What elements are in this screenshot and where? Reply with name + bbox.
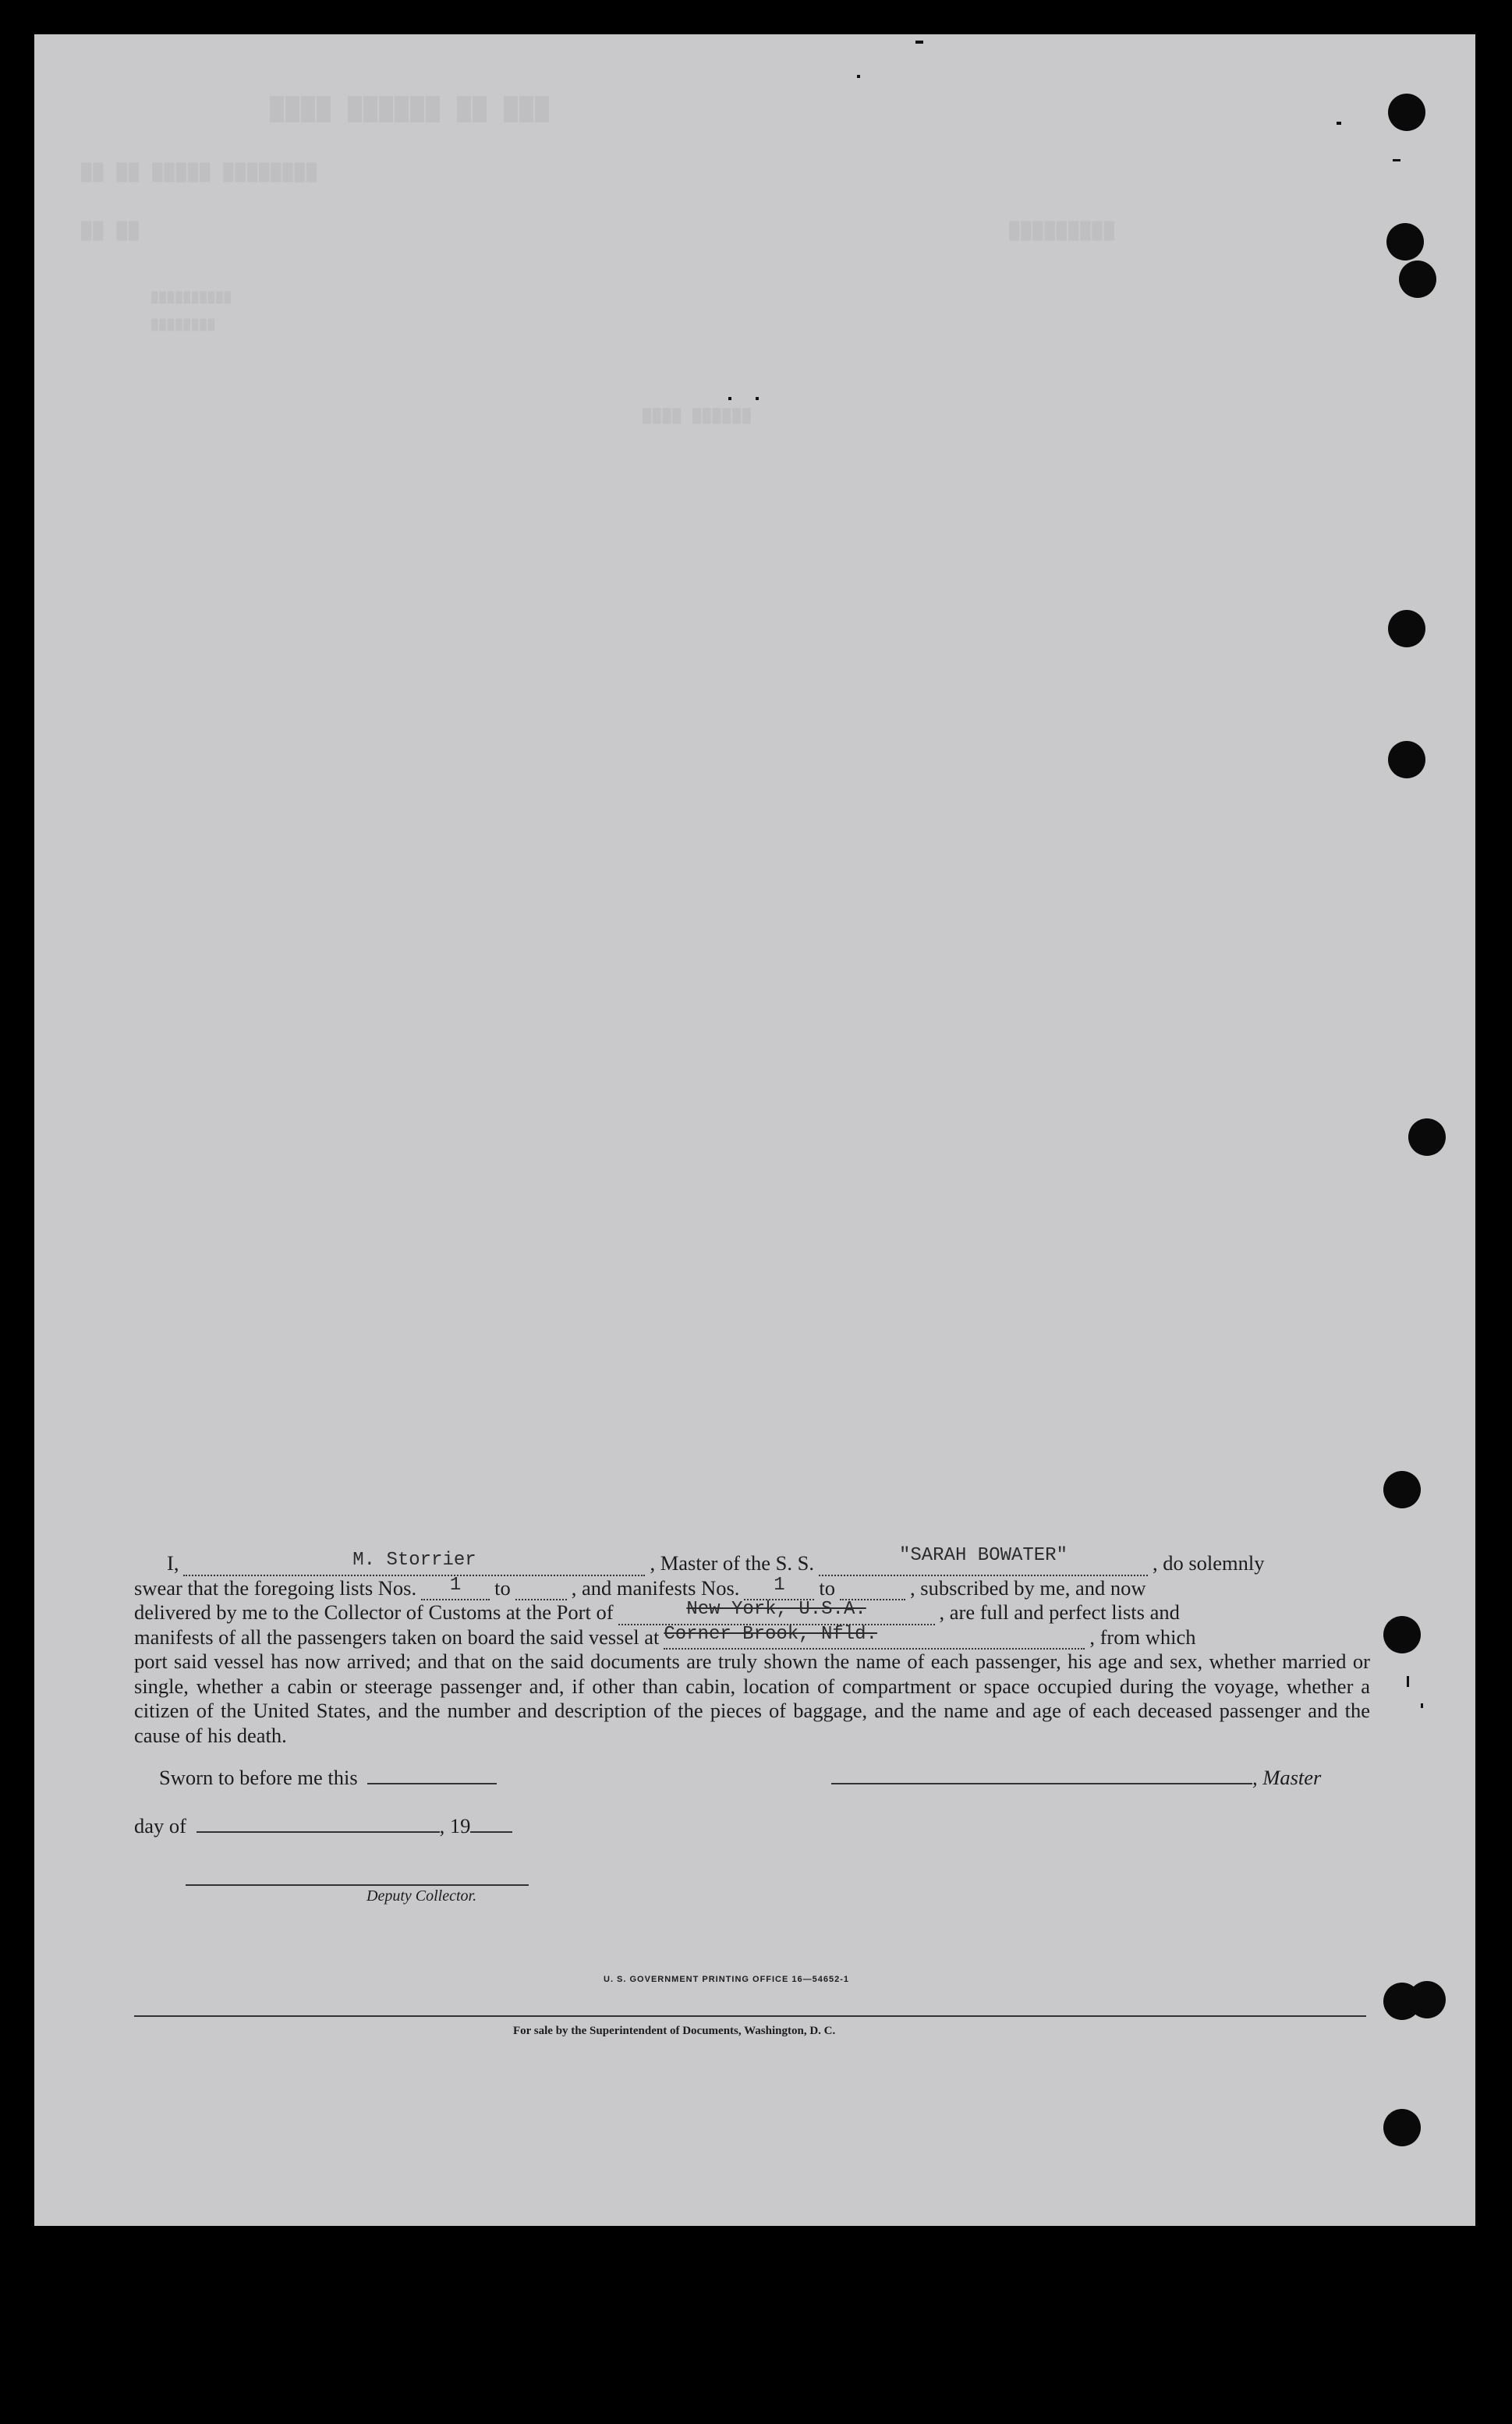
oath-text: to: [819, 1575, 836, 1600]
binder-hole: [1408, 1118, 1446, 1156]
sworn-line: [159, 1766, 497, 1790]
arrival-port: New York, U.S.A.: [686, 1599, 866, 1620]
bleed-through-mark: ██████████: [151, 292, 233, 304]
binder-hole: [1383, 2109, 1421, 2146]
speck: [915, 41, 923, 44]
day-label: day of: [134, 1814, 186, 1837]
master-signature-line: [831, 1766, 1321, 1790]
binder-hole: [1386, 223, 1424, 260]
binder-hole: [1408, 1981, 1446, 2018]
bleed-through-mark: █████████: [1009, 221, 1116, 241]
list-to-field: [515, 1580, 567, 1600]
oath-text: manifests of all the passengers taken on board the said vessel at: [134, 1625, 660, 1649]
oath-text: , Master of the S. S.: [650, 1551, 814, 1575]
speck: [857, 75, 860, 78]
oath-text: , and manifests Nos.: [571, 1575, 740, 1600]
master-name: M. Storrier: [352, 1550, 476, 1571]
oath-body: port said vessel has now arrived; and that on the said documents are truly shown the name of each passenger, his age and sex, whether married or single, whether a cabin or steerage passenger and, if other than cabin, location of compartment or space occupied during the voyage, whether a citizen of the United States, and the number and description of the pieces of baggage, and the name and age of each deceased passenger and the cause of his death.: [134, 1650, 1370, 1747]
binder-hole: [1388, 610, 1425, 647]
bleed-through-mark: ████ ██████: [643, 409, 752, 424]
oath-text: swear that the foregoing lists Nos.: [134, 1575, 417, 1600]
master-signature-field[interactable]: [831, 1766, 1252, 1784]
bleed-through-mark: ██ ██: [81, 221, 141, 241]
speck: [728, 397, 731, 400]
bleed-through-mark: ███ ██ ██████ ████: [268, 97, 550, 123]
printer-imprint: U. S. GOVERNMENT PRINTING OFFICE 16—54652-1: [604, 1975, 850, 1984]
oath-text: I,: [167, 1551, 179, 1575]
vessel-name: "SARAH BOWATER": [898, 1545, 1068, 1566]
oath-text: , do solemnly: [1152, 1551, 1265, 1575]
sworn-label: Sworn to before me this: [159, 1766, 358, 1789]
oath-line-4: [134, 1625, 1370, 1650]
master-signature-label: , Master: [1252, 1766, 1322, 1789]
oath-text: to: [494, 1575, 511, 1600]
deputy-signature-rule: [186, 1884, 529, 1886]
list-from-field: [421, 1574, 490, 1600]
vessel-name-field: [819, 1545, 1148, 1576]
master-oath: [134, 1545, 1370, 1748]
bleed-through-mark: ████████: [151, 319, 217, 331]
sale-notice: For sale by the Superintendent of Documents, Washington, D. C.: [513, 2025, 836, 2037]
day-field[interactable]: [197, 1814, 440, 1833]
sworn-date-field: [367, 1766, 497, 1784]
binder-hole: [1388, 741, 1425, 778]
speck: [756, 397, 759, 400]
binder-hole: [1383, 1616, 1421, 1653]
deputy-collector-label: Deputy Collector.: [366, 1887, 477, 1905]
oath-text: , are full and perfect lists and: [939, 1600, 1180, 1624]
day-line: [134, 1814, 512, 1838]
binder-hole: [1399, 260, 1436, 298]
oath-text: , from which: [1089, 1625, 1196, 1649]
speck: [1393, 159, 1400, 161]
departure-port-field: [664, 1623, 1085, 1650]
manifest-from-number: 1: [774, 1574, 785, 1596]
year-field[interactable]: [470, 1814, 512, 1833]
list-from-number: 1: [449, 1574, 462, 1596]
year-label: , 19: [439, 1814, 471, 1837]
departure-port: Corner Brook, Nfld.: [664, 1623, 877, 1645]
oath-text: , subscribed by me, and now: [910, 1575, 1146, 1600]
master-name-field: [183, 1550, 645, 1576]
footer-rule: [134, 2015, 1366, 2017]
binder-hole: [1388, 94, 1425, 131]
oath-text: delivered by me to the Collector of Customs at the Port of: [134, 1600, 614, 1624]
speck: [1337, 122, 1341, 125]
manifest-page: [34, 34, 1475, 2226]
speck: [1421, 1703, 1423, 1708]
binder-hole: [1383, 1471, 1421, 1508]
bleed-through-mark: ██ ██ █████ ████████: [81, 163, 319, 183]
oath-line-1: [134, 1545, 1370, 1576]
speck: [1407, 1676, 1409, 1687]
